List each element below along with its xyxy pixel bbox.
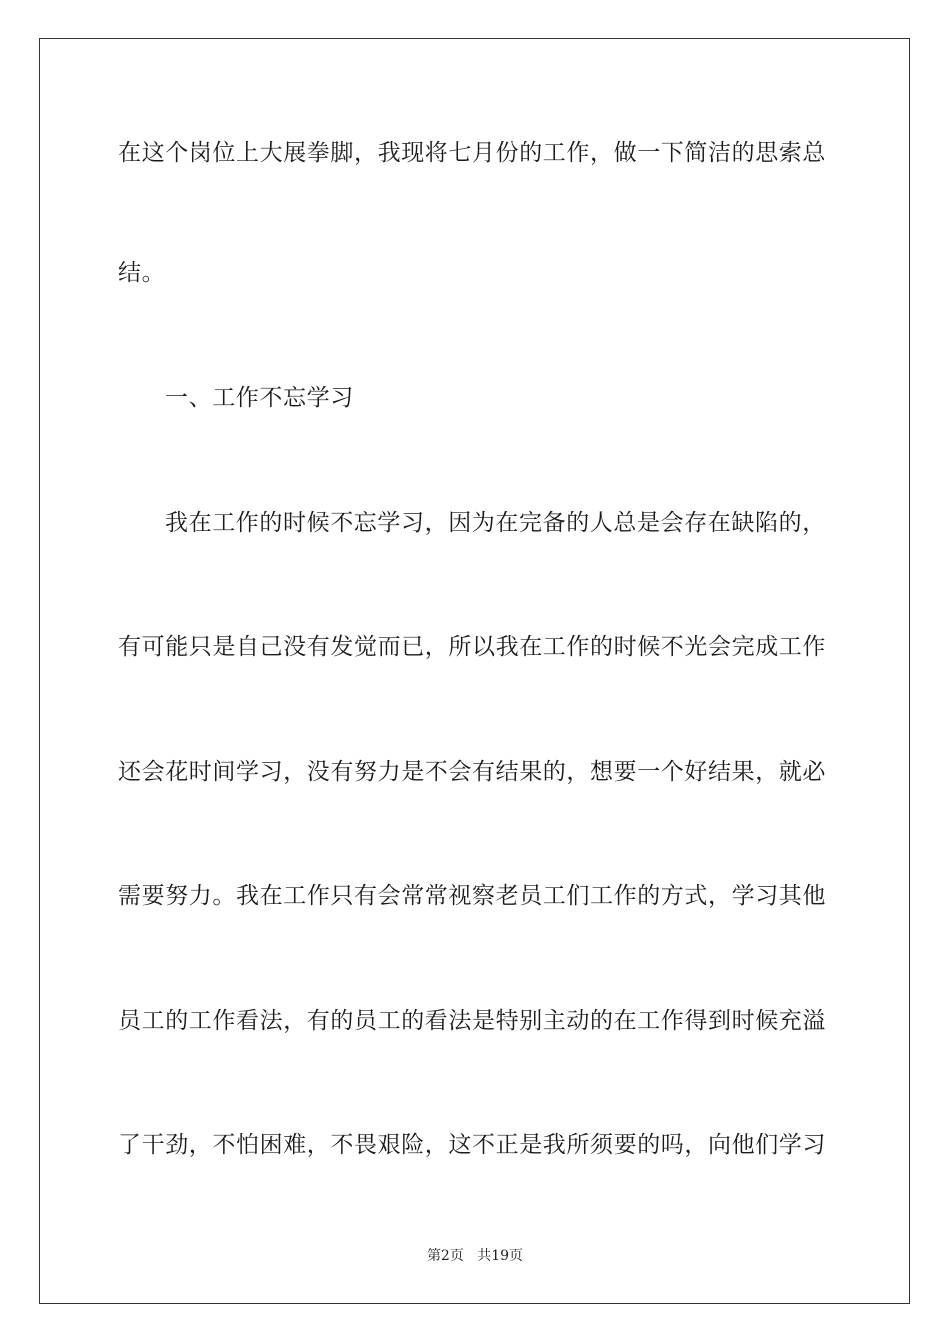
body-text-line: 还会花时间学习，没有努力是不会有结果的，想要一个好结果，就必 [118,759,826,785]
page-footer [0,1246,950,1266]
body-text-line: 在这个岗位上大展拳脚，我现将七月份的工作，做一下简洁的思索总 [118,140,826,166]
body-text-line: 我在工作的时候不忘学习，因为在完备的人总是会存在缺陷的， [165,510,826,536]
page-number-total: 共19页 [477,1248,524,1264]
body-text-line: 结。 [118,260,166,286]
page-border [39,38,910,1304]
section-heading: 一、工作不忘学习 [165,385,354,411]
body-text-line: 了干劲，不怕困难，不畏艰险，这不正是我所须要的吗，向他们学习 [118,1132,826,1158]
page-number-current: 第2页 [426,1248,464,1264]
body-text-line: 需要努力。我在工作只有会常常视察老员工们工作的方式，学习其他 [118,883,826,909]
body-text-line: 有可能只是自己没有发觉而已，所以我在工作的时候不光会完成工作 [118,634,826,660]
body-text-line: 员工的工作看法，有的员工的看法是特别主动的在工作得到时候充溢 [118,1008,826,1034]
